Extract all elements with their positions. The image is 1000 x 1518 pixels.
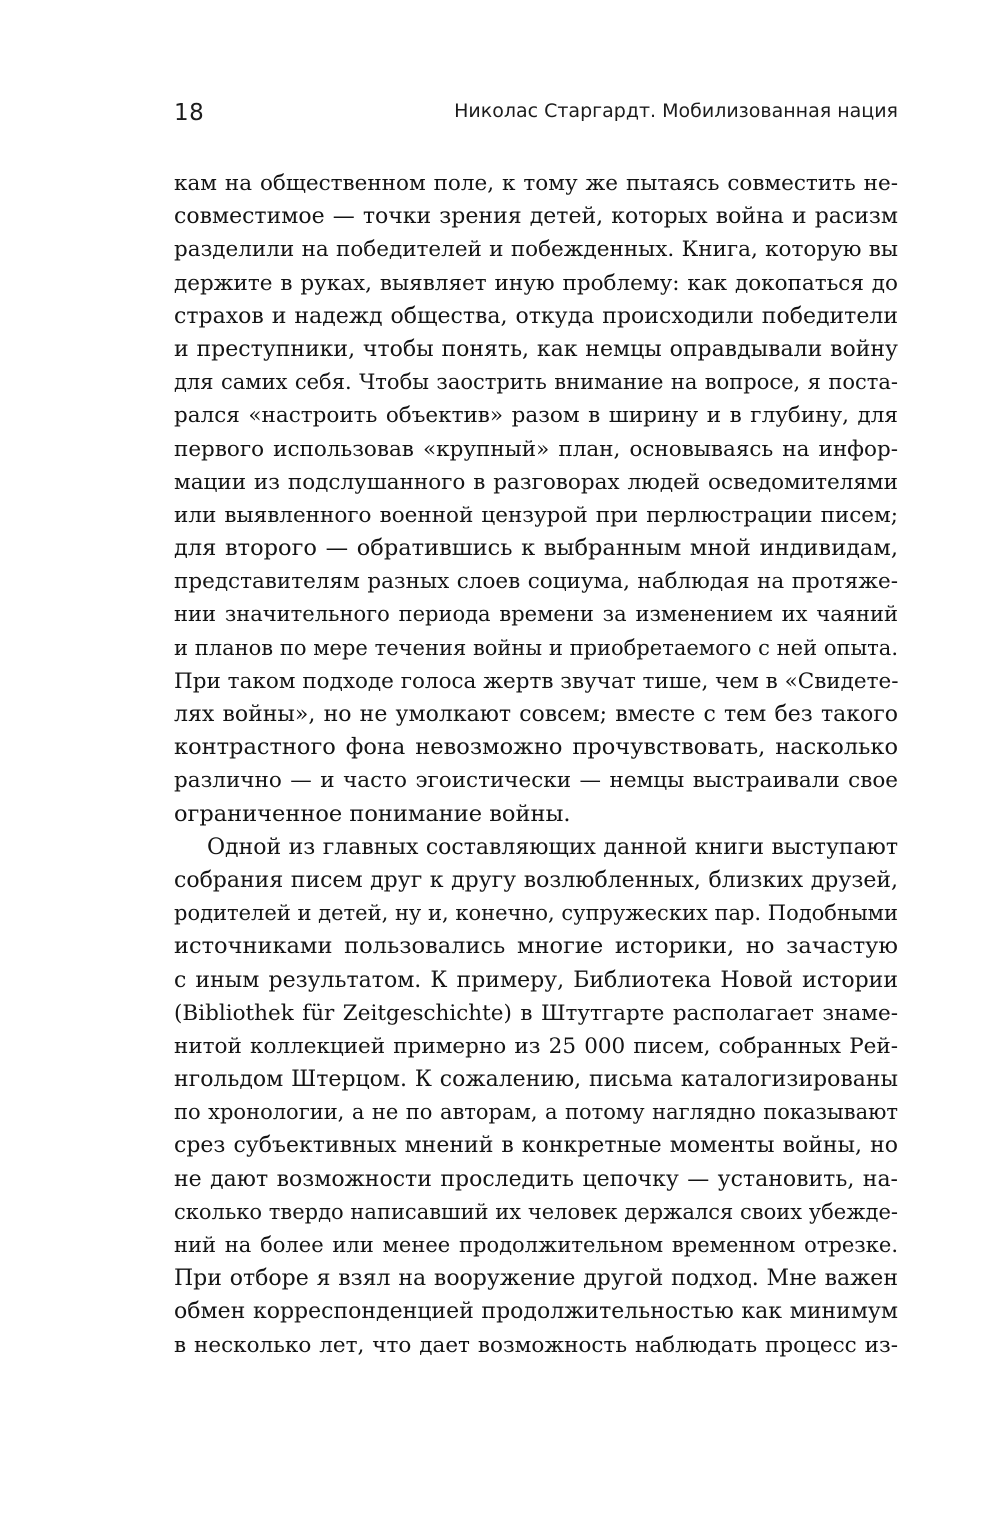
text-line: При отборе я взял на вооружение другой подход. Мне важен bbox=[174, 1266, 898, 1292]
text-line: для второго — обратившись к выбранным мной индивидам, bbox=[174, 535, 898, 562]
text-line: держите в руках, выявляет иную проблему: как докопаться до bbox=[174, 270, 898, 296]
text-line: контрастного фона невозможно прочувствовать, насколько bbox=[174, 734, 898, 761]
text-line: различно — и часто эгоистически — немцы выстраивали свое bbox=[174, 768, 898, 794]
book-title: Николас Старгардт. Мобилизованная нация bbox=[454, 100, 898, 122]
text-line: При таком подходе голоса жертв звучат тише, чем в «Свидете- bbox=[174, 668, 898, 694]
text-line: в несколько лет, что дает возможность наблюдать процесс из- bbox=[174, 1332, 898, 1358]
text-line: обмен корреспонденцией продолжительностью как минимум bbox=[174, 1299, 898, 1325]
text-line: и преступники, чтобы понять, как немцы оправдывали войну bbox=[174, 336, 898, 362]
text-line: Одной из главных составляющих данной книги выступают bbox=[207, 834, 898, 860]
paragraph-1 bbox=[174, 167, 898, 831]
text-line: срез субъективных мнений в конкретные моменты войны, но bbox=[174, 1133, 898, 1159]
text-line: рался «настроить объектив» разом в ширину и в глубину, для bbox=[174, 403, 898, 429]
running-head bbox=[174, 98, 898, 134]
text-line: или выявленного военной цензурой при перлюстрации писем; bbox=[174, 502, 898, 528]
text-line: первого использовав «крупный» план, основываясь на инфор- bbox=[174, 436, 898, 462]
paragraph-2 bbox=[174, 831, 898, 1362]
page-number: 18 bbox=[174, 100, 205, 126]
text-line: нгольдом Штерцом. К сожалению, письма каталогизированы bbox=[174, 1067, 898, 1093]
text-line: совместимое — точки зрения детей, которых война и расизм bbox=[174, 204, 898, 230]
text-line: представителям разных слоев социума, наблюдая на протяже- bbox=[174, 569, 898, 595]
text-line: сколько твердо написавший их человек держался своих убежде- bbox=[174, 1199, 898, 1224]
text-line: страхов и надежд общества, откуда происходили победители bbox=[174, 303, 898, 329]
text-line: родителей и детей, ну и, конечно, супружеских пар. Подобными bbox=[174, 901, 898, 926]
text-line: источниками пользовались многие историки, но зачастую bbox=[174, 933, 898, 960]
text-line: мации из подслушанного в разговорах людей осведомителями bbox=[174, 469, 898, 495]
text-line: нии значительного периода времени за изменением их чаяний bbox=[174, 602, 898, 627]
text-line: для самих себя. Чтобы заострить внимание на вопросе, я поста- bbox=[174, 370, 898, 395]
body-text bbox=[174, 167, 898, 1362]
text-line: нитой коллекцией примерно из 25 000 писем, собранных Рей- bbox=[174, 1033, 898, 1059]
text-line: кам на общественном поле, к тому же пытаясь совместить не- bbox=[174, 171, 898, 196]
text-line: не дают возможности проследить цепочку — установить, на- bbox=[174, 1166, 898, 1192]
text-line: (Bibliothek für Zeitgeschichte) в Штутгарте располагает знаме- bbox=[174, 1000, 898, 1026]
text-line: по хронологии, а не по авторам, а потому наглядно показывают bbox=[174, 1100, 898, 1125]
text-line: ний на более или менее продолжительном временном отрезке. bbox=[174, 1233, 898, 1257]
text-line: лях войны», но не умолкают совсем; вместе с тем без такого bbox=[174, 702, 898, 727]
text-line: ограниченное понимание войны. bbox=[174, 800, 571, 827]
text-line: с иным результатом. К примеру, Библиотека Новой истории bbox=[174, 967, 898, 993]
text-line: собрания писем друг к другу возлюбленных, близких друзей, bbox=[174, 867, 898, 893]
text-line: и планов по мере течения войны и приобретаемого с ней опыта. bbox=[174, 635, 898, 660]
text-line: разделили на победителей и побежденных. Книга, которую вы bbox=[174, 237, 898, 263]
